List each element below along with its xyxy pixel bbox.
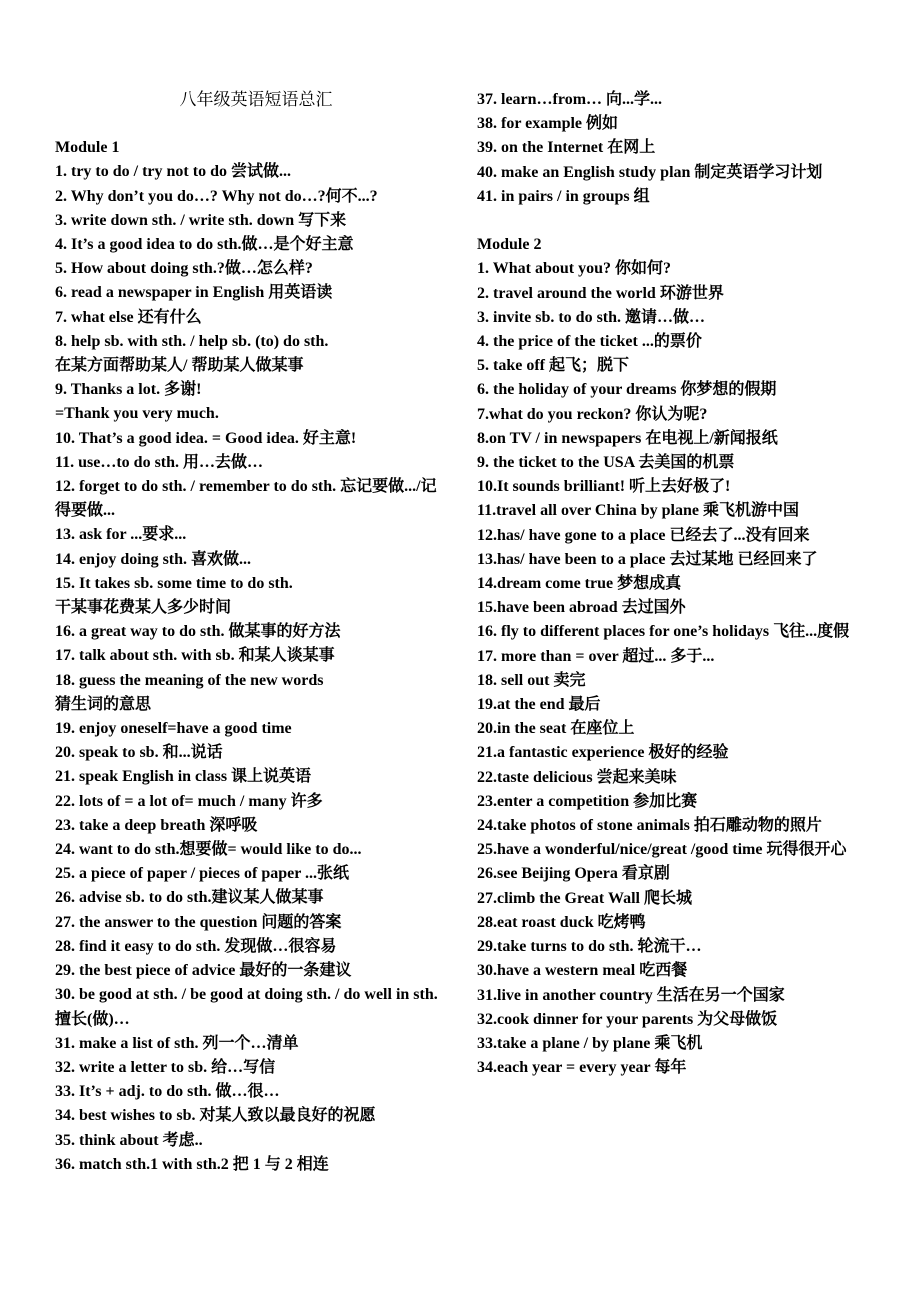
page-title: 八年级英语短语总汇 — [179, 90, 333, 109]
phrase-line: 2. Why don’t you do…? Why not do…?何不...? — [55, 187, 378, 205]
phrase-line: 干某事花费某人多少时间 — [55, 599, 232, 617]
phrase-line: 22.taste delicious 尝起来美味 — [477, 768, 677, 786]
phrase-line: 3. invite sb. to do sth. 邀请…做… — [477, 308, 706, 326]
phrase-line: 12.has/ have gone to a place 已经去了...没有回来 — [477, 526, 810, 544]
phrase-line: 18. guess the meaning of the new words — [55, 671, 324, 689]
phrase-line: 35. think about 考虑.. — [55, 1131, 203, 1149]
phrase-line: 17. more than = over 超过... 多于... — [477, 647, 715, 665]
phrase-line: 13. ask for ...要求... — [55, 526, 187, 544]
phrase-line: 23. take a deep breath 深呼吸 — [55, 816, 258, 834]
phrase-line: 在某方面帮助某人/ 帮助某人做某事 — [55, 357, 304, 375]
phrase-line: 4. It’s a good idea to do sth.做…是个好主意 — [55, 236, 354, 253]
phrase-line: 9. the ticket to the USA 去美国的机票 — [477, 454, 735, 472]
phrase-line: 3. write down sth. / write sth. down 写下来 — [55, 211, 347, 229]
phrase-line: 40. make an English study plan 制定英语学习计划 — [477, 163, 823, 181]
phrase-line: 16. a great way to do sth. 做某事的好方法 — [55, 623, 341, 641]
phrase-line: 27.climb the Great Wall 爬长城 — [477, 889, 692, 907]
phrase-line: 19. enjoy oneself=have a good time — [55, 720, 292, 738]
phrase-line: 14.dream come true 梦想成真 — [477, 575, 682, 593]
module-2-heading: Module 2 — [477, 236, 542, 254]
phrase-line: 22. lots of = a lot of= much / many 许多 — [55, 792, 323, 810]
phrase-line: 41. in pairs / in groups 组 — [477, 187, 650, 205]
phrase-line: 7.what do you reckon? 你认为呢? — [477, 405, 708, 423]
phrase-line: 4. the price of the ticket ...的票价 — [477, 333, 702, 351]
phrase-line: 10. That’s a good idea. = Good idea. 好主意! — [55, 429, 357, 447]
phrase-line: 32.cook dinner for your parents 为父母做饭 — [477, 1010, 778, 1028]
phrase-line: 14. enjoy doing sth. 喜欢做... — [55, 550, 252, 568]
phrase-line: 8. help sb. with sth. / help sb. (to) do sth. — [55, 332, 329, 350]
phrase-line: 7. what else 还有什么 — [55, 308, 202, 326]
phrase-line: 38. for example 例如 — [477, 115, 619, 133]
phrase-line: 27. the answer to the question 问题的答案 — [55, 913, 342, 931]
phrase-line: =Thank you very much. — [55, 405, 219, 423]
phrase-line: 30. be good at sth. / be good at doing sth. / do well in sth.擅长(做)… — [55, 986, 438, 1028]
phrase-line: 1. try to do / try not to do 尝试做... — [55, 163, 291, 181]
phrase-line: 11.travel all over China by plane 乘飞机游中国 — [477, 502, 799, 520]
phrase-line: 28. find it easy to do sth. 发现做…很容易 — [55, 937, 337, 955]
phrase-line: 8.on TV / in newspapers 在电视上/新闻报纸 — [477, 429, 778, 447]
phrase-line: 25. a piece of paper / pieces of paper ...张纸 — [55, 865, 350, 883]
phrase-line: 31.live in another country 生活在另一个国家 — [477, 986, 785, 1004]
phrase-line: 30.have a western meal 吃西餐 — [477, 962, 688, 980]
phrase-line: 15.have been abroad 去过国外 — [477, 599, 686, 617]
phrase-line: 13.has/ have been to a place 去过某地 已经回来了 — [477, 550, 818, 568]
phrase-line: 18. sell out 卖完 — [477, 671, 586, 689]
phrase-line: 33. It’s + adj. to do sth. 做…很… — [55, 1083, 280, 1101]
phrase-line: 12. forget to do sth. / remember to do sth. 忘记要做.../记得要做... — [55, 478, 437, 520]
phrase-line: 34. best wishes to sb. 对某人致以最良好的祝愿 — [55, 1107, 376, 1125]
phrase-line: 24. want to do sth.想要做= would like to do... — [55, 841, 362, 859]
phrase-line: 26.see Beijing Opera 看京剧 — [477, 865, 670, 883]
phrase-line: 16. fly to different places for one’s holidays 飞往...度假 — [477, 623, 850, 641]
phrase-line: 5. take off 起飞；脱下 — [477, 357, 629, 375]
phrase-line: 5. How about doing sth.?做…怎么样? — [55, 260, 313, 278]
phrase-line: 37. learn…from… 向...学... — [477, 91, 663, 108]
phrase-line: 36. match sth.1 with sth.2 把 1 与 2 相连 — [55, 1155, 329, 1173]
spacer — [55, 112, 447, 136]
phrase-line: 6. the holiday of your dreams 你梦想的假期 — [477, 381, 777, 399]
phrase-line: 28.eat roast duck 吃烤鸭 — [477, 913, 646, 931]
phrase-line: 20.in the seat 在座位上 — [477, 720, 635, 738]
phrase-line: 24.take photos of stone animals 拍石雕动物的照片 — [477, 817, 822, 835]
phrase-line: 11. use…to do sth. 用…去做… — [55, 453, 264, 471]
phrase-line: 猜生词的意思 — [55, 695, 152, 713]
phrase-line: 10.It sounds brilliant! 听上去好极了! — [477, 478, 731, 496]
phrase-line: 21. speak English in class 课上说英语 — [55, 768, 312, 786]
phrase-line: 26. advise sb. to do sth.建议某人做某事 — [55, 889, 324, 907]
right-column — [477, 88, 875, 1080]
phrase-line: 2. travel around the world 环游世界 — [477, 284, 724, 302]
phrase-line: 39. on the Internet 在网上 — [477, 139, 656, 157]
phrase-line: 33.take a plane / by plane 乘飞机 — [477, 1034, 703, 1052]
phrase-line: 15. It takes sb. some time to do sth. — [55, 574, 293, 592]
phrase-line: 29. the best piece of advice 最好的一条建议 — [55, 962, 352, 980]
phrase-line: 6. read a newspaper in English 用英语读 — [55, 284, 333, 302]
phrase-line: 23.enter a competition 参加比赛 — [477, 792, 698, 810]
phrase-line: 29.take turns to do sth. 轮流干… — [477, 938, 702, 956]
spacer — [477, 209, 875, 233]
phrase-line: 34.each year = every year 每年 — [477, 1059, 687, 1077]
phrase-line: 20. speak to sb. 和...说话 — [55, 744, 223, 762]
phrase-line: 1. What about you? 你如何? — [477, 260, 671, 278]
phrase-line: 31. make a list of sth. 列一个…清单 — [55, 1034, 299, 1052]
phrase-line: 17. talk about sth. with sb. 和某人谈某事 — [55, 647, 335, 665]
phrase-line: 21.a fantastic experience 极好的经验 — [477, 744, 729, 762]
phrase-line: 32. write a letter to sb. 给…写信 — [55, 1058, 276, 1076]
phrase-line: 25.have a wonderful/nice/great /good time 玩得很开心 — [477, 841, 847, 859]
module-1-heading: Module 1 — [55, 139, 120, 157]
phrase-line: 9. Thanks a lot. 多谢! — [55, 381, 202, 399]
phrase-line: 19.at the end 最后 — [477, 696, 601, 714]
left-column — [55, 88, 447, 1177]
